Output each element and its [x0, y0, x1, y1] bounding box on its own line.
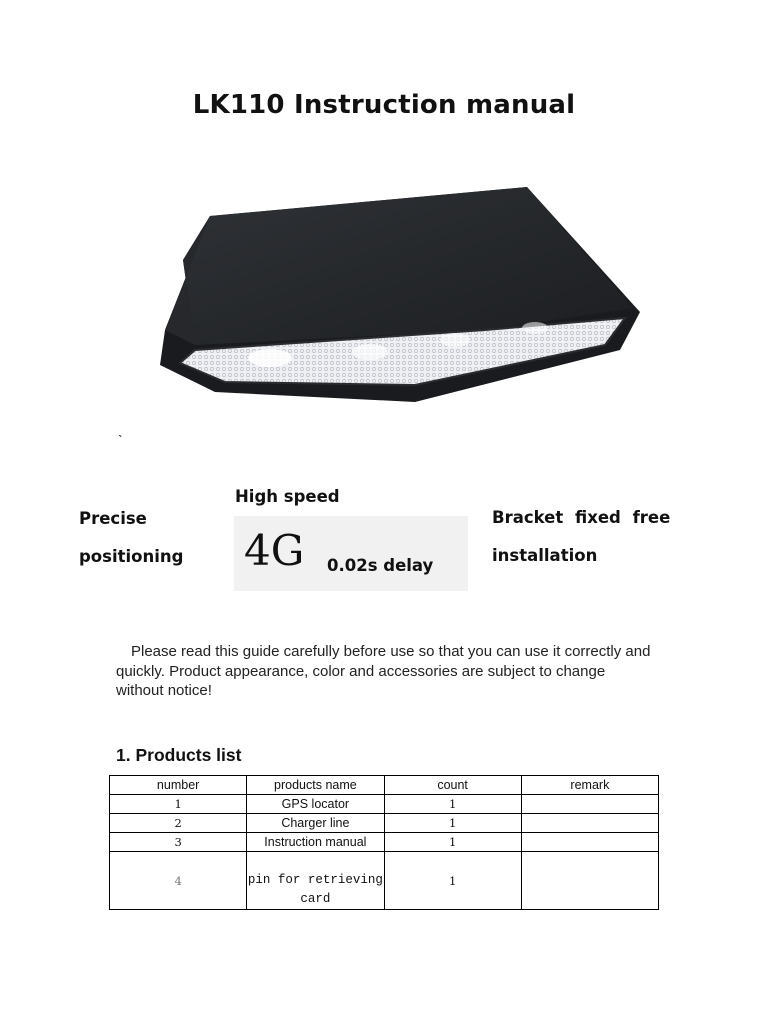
feature-high-speed: High speed: [235, 487, 340, 506]
feature-installation: installation: [492, 546, 598, 565]
cell-number: 4: [110, 852, 247, 910]
header-number: number: [110, 776, 247, 795]
feature-precise: Precise: [79, 509, 147, 528]
feature-4g-label: 4G: [244, 526, 305, 575]
cell-name: GPS locator: [247, 795, 384, 814]
cell-name: Charger line: [247, 814, 384, 833]
cell-number: 1: [110, 795, 247, 814]
cell-count: 1: [384, 852, 521, 910]
cell-remark: [521, 795, 658, 814]
table-header-row: [110, 776, 659, 795]
cell-remark: [521, 852, 658, 910]
intro-paragraph: [116, 642, 656, 701]
table-row: [110, 795, 659, 814]
header-products-name: products name: [247, 776, 384, 795]
products-table: [109, 775, 659, 910]
feature-delay: 0.02s delay: [327, 556, 434, 575]
feature-4g-box: [234, 516, 468, 591]
cell-remark: [521, 833, 658, 852]
table-row: [110, 814, 659, 833]
table-row: [110, 852, 659, 910]
cell-count: 1: [384, 814, 521, 833]
section-heading-products-list: 1. Products list: [116, 745, 242, 765]
cell-number: 2: [110, 814, 247, 833]
cell-name: Instruction manual: [247, 833, 384, 852]
cell-remark: [521, 814, 658, 833]
table-row: [110, 833, 659, 852]
feature-positioning: positioning: [79, 547, 184, 566]
gps-locator-product-photo: [155, 180, 640, 410]
cell-name-text: pin for retrieving card: [247, 873, 383, 906]
cell-number: 3: [110, 833, 247, 852]
cell-name: [247, 852, 384, 910]
header-count: count: [384, 776, 521, 795]
cell-count: 1: [384, 795, 521, 814]
intro-text: Please read this guide carefully before use so that you can use it correctly and quickly. Product appearance, color and accessories are subject to change without notice!: [116, 643, 651, 699]
header-remark: remark: [521, 776, 658, 795]
document-title: LK110 Instruction manual: [192, 90, 576, 120]
stray-mark: `: [118, 432, 123, 448]
cell-count: 1: [384, 833, 521, 852]
feature-bracket: Bracket fixed free: [492, 508, 671, 527]
